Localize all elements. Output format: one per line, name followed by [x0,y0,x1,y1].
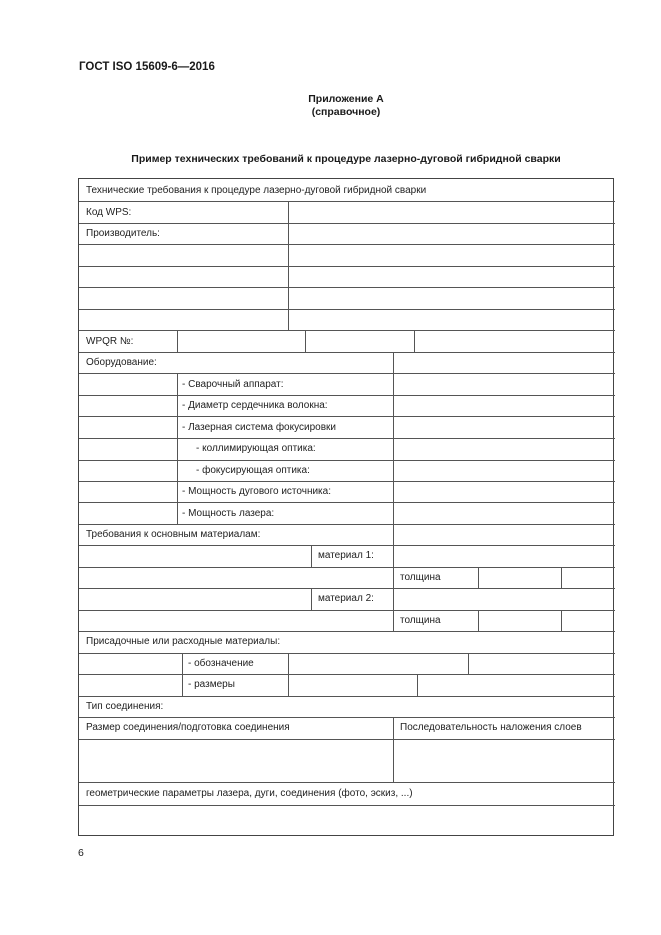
wps-code-label: Код WPS: [86,207,132,218]
row-divider [79,201,615,202]
row-divider [79,330,615,331]
row-divider [79,674,615,675]
row-divider [79,352,615,353]
row-divider [79,696,615,697]
row-divider [79,739,615,740]
thickness-1-label: толщина [400,572,441,583]
page-number: 6 [78,847,84,859]
col-divider [478,610,479,632]
row-divider [79,416,615,417]
col-divider [177,330,178,352]
col-divider [478,567,479,589]
row-divider [79,567,615,568]
laser-focusing-system-label: - Лазерная система фокусировки [182,422,336,433]
col-divider [182,653,183,697]
row-divider [79,460,615,461]
col-divider [305,330,306,352]
row-divider [79,287,615,288]
col-divider [177,373,178,524]
laser-power-label: - Мощность лазера: [182,508,275,519]
joint-type-label: Тип соединения: [86,701,164,712]
col-divider [311,588,312,610]
wps-form-table [78,178,614,836]
collimating-optics-label: - коллимирующая оптика: [196,443,316,454]
row-divider [79,395,615,396]
base-materials-label: Требования к основным материалам: [86,529,261,540]
row-divider [79,244,615,245]
row-divider [79,524,615,525]
col-divider [561,567,562,589]
arc-source-power-label: - Мощность дугового источника: [182,486,331,497]
welding-machine-label: - Сварочный аппарат: [182,379,284,390]
designation-label: - обозначение [188,658,254,669]
annex-title: Приложение А [308,93,384,105]
sizes-label: - размеры [188,679,235,690]
row-divider [79,545,615,546]
material-1-label: материал 1: [318,550,374,561]
row-divider [79,266,615,267]
filler-materials-label: Присадочные или расходные материалы: [86,636,281,647]
row-divider [79,588,615,589]
col-divider [417,674,418,696]
standard-header: ГОСТ ISO 15609-6—2016 [79,61,215,73]
row-divider [79,481,615,482]
fiber-core-diameter-label: - Диаметр сердечника волокна: [182,400,328,411]
col-divider [311,545,312,567]
row-divider [79,309,615,310]
col-divider [288,653,289,697]
row-divider [79,782,615,783]
row-divider [79,631,615,632]
annex-kind: (справочное) [311,106,381,118]
geometric-params-label: геометрические параметры лазера, дуги, соединения (фото, эскиз, ...) [86,788,413,799]
row-divider [79,610,615,611]
col-divider [288,201,289,331]
row-divider [79,653,615,654]
col-divider [393,717,394,782]
col-divider [414,330,415,352]
form-heading: Технические требования к процедуре лазерно-дуговой гибридной сварки [86,185,427,196]
thickness-2-label: толщина [400,615,441,626]
col-divider [393,352,394,524]
row-divider [79,373,615,374]
manufacturer-label: Производитель: [86,228,160,239]
row-divider [79,502,615,503]
form-title: Пример технических требований к процедуре лазерно-дуговой гибридной сварки [131,153,561,165]
layer-sequence-label: Последовательность наложения слоев [400,722,582,733]
row-divider [79,223,615,224]
joint-size-label: Размер соединения/подготовка соединения [86,722,290,733]
focusing-optics-label: - фокусирующая оптика: [196,465,310,476]
row-divider [79,717,615,718]
col-divider [468,653,469,675]
col-divider [393,524,394,632]
equipment-label: Оборудование: [86,357,157,368]
row-divider [79,805,615,806]
material-2-label: материал 2: [318,593,374,604]
col-divider [561,610,562,632]
row-divider [79,438,615,439]
wpqr-number-label: WPQR №: [86,336,134,347]
